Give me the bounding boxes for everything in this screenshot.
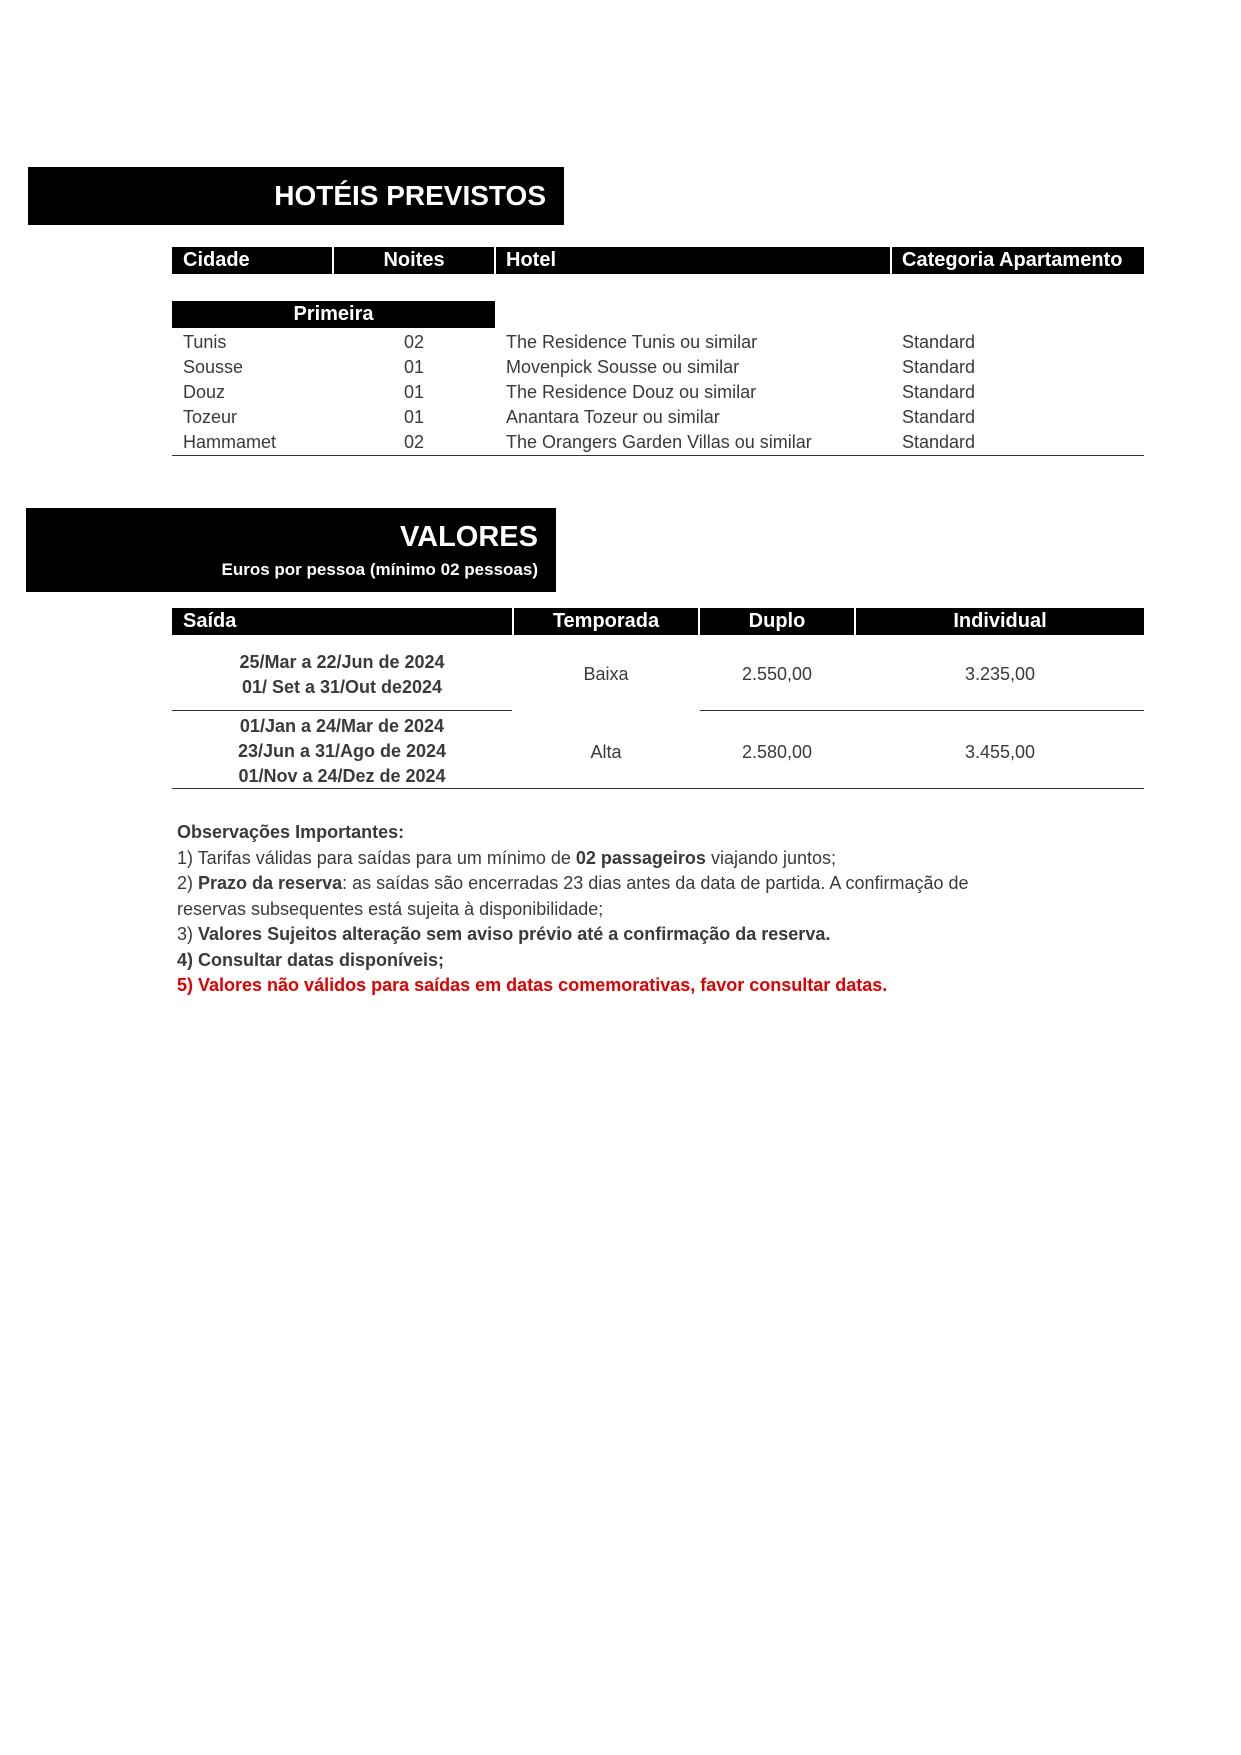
hotel-category: Standard xyxy=(902,357,976,377)
date-range: 01/Jan a 24/Mar de 2024 xyxy=(239,716,445,736)
hotels-header-category: Categoria Apartamento xyxy=(892,247,1144,274)
hotel-nights: 01 xyxy=(403,382,425,402)
hotel-nights: 01 xyxy=(403,407,425,427)
hotels-title: HOTÉIS PREVISTOS xyxy=(274,180,546,211)
hotel-city: Tunis xyxy=(183,332,227,352)
note-2-continuation: reservas subsequentes está sujeita à disponibilidade; xyxy=(177,898,604,919)
important-notes xyxy=(177,820,1077,999)
date-range: 25/Mar a 22/Jun de 2024 xyxy=(239,652,445,672)
departure-dates xyxy=(172,714,512,789)
hotel-name: Anantara Tozeur ou similar xyxy=(506,407,720,427)
hotels-banner xyxy=(28,167,564,225)
prices-header-double: Duplo xyxy=(700,608,854,635)
hotels-header-city: Cidade xyxy=(172,247,332,274)
hotel-category: Standard xyxy=(902,432,976,452)
hotels-header-hotel: Hotel xyxy=(496,247,890,274)
departure-dates xyxy=(172,650,512,700)
prices-bottom-rule xyxy=(172,788,1144,789)
prices-header-season: Temporada xyxy=(514,608,698,635)
hotels-bottom-rule xyxy=(172,455,1144,456)
row-rule xyxy=(172,710,512,711)
hotel-nights: 02 xyxy=(403,332,425,352)
note-1: 1) Tarifas válidas para saídas para um mínimo de 02 passageiros viajando juntos; xyxy=(177,847,837,868)
date-range: 01/Nov a 24/Dez de 2024 xyxy=(238,766,446,786)
note-2: 2) Prazo da reserva: as saídas são encerradas 23 dias antes da data de partida. A confirmação de xyxy=(177,873,969,893)
prices-title: VALORES xyxy=(399,521,538,553)
prices-header-departure: Saída xyxy=(172,608,512,635)
prices-subtitle: Euros por pessoa (mínimo 02 pessoas) xyxy=(221,560,538,579)
hotel-nights: 01 xyxy=(403,357,425,377)
hotel-city: Sousse xyxy=(183,357,244,377)
price-single: 3.455,00 xyxy=(964,742,1036,762)
hotel-name: The Residence Douz ou similar xyxy=(506,382,757,402)
hotel-category: Standard xyxy=(902,382,976,402)
price-double: 2.550,00 xyxy=(741,664,813,684)
season: Baixa xyxy=(583,664,629,684)
note-3: 3) Valores Sujeitos alteração sem aviso prévio até a confirmação da reserva. xyxy=(177,924,831,944)
hotels-header-nights: Noites xyxy=(334,247,494,274)
prices-banner xyxy=(26,508,556,592)
date-range: 01/ Set a 31/Out de2024 xyxy=(241,677,443,697)
row-rule xyxy=(700,710,1144,711)
price-double: 2.580,00 xyxy=(741,742,813,762)
note-5: 5) Valores não válidos para saídas em datas comemorativas, favor consultar datas. xyxy=(177,975,888,995)
hotel-category: Standard xyxy=(902,332,976,352)
season: Alta xyxy=(590,742,622,762)
hotel-name: The Residence Tunis ou similar xyxy=(506,332,758,352)
prices-header-single: Individual xyxy=(856,608,1144,635)
notes-title: Observações Importantes: xyxy=(177,822,405,842)
price-single: 3.235,00 xyxy=(964,664,1036,684)
hotel-name: Movenpick Sousse ou similar xyxy=(506,357,740,377)
hotel-name: The Orangers Garden Villas ou similar xyxy=(506,432,812,452)
hotel-nights: 02 xyxy=(403,432,425,452)
hotel-category: Standard xyxy=(902,407,976,427)
hotel-city: Hammamet xyxy=(183,432,277,452)
category-label: Primeira xyxy=(172,301,495,328)
hotel-city: Douz xyxy=(183,382,226,402)
note-4: 4) Consultar datas disponíveis; xyxy=(177,949,445,970)
hotel-city: Tozeur xyxy=(183,407,238,427)
date-range: 23/Jun a 31/Ago de 2024 xyxy=(237,741,447,761)
